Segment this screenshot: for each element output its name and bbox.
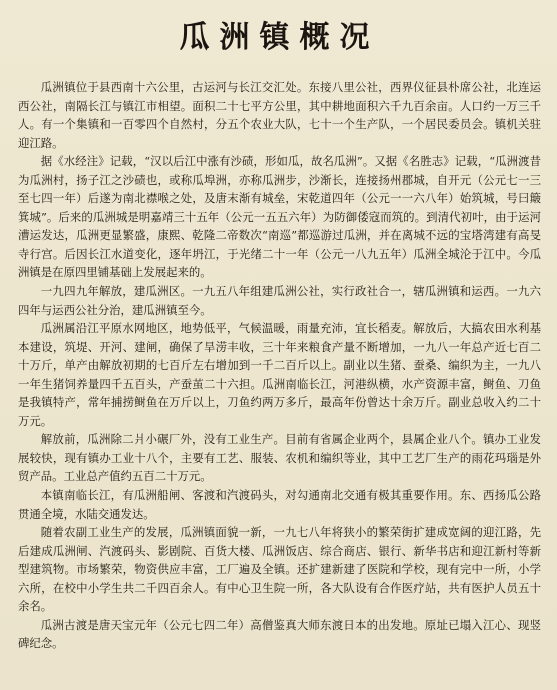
paragraph-ancient-ferry: 瓜洲古渡是唐天宝元年（公元七四二年）高僧鉴真大师东渡日本的出发地。原址已塌入江心、现竖碑纪念。: [18, 617, 541, 651]
paragraph-development: 随着农副工业生产的发展，瓜洲镇面貌一新，一九七八年将狭小的繁荣街扩建成宽阔的迎江路，先后建成瓜洲闸、汽渡码头、影剧院、百货大楼、瓜洲饭店、综合商店、银行、新华书店和迎江新村等新型建筑物。市场繁荣，物资供应丰富，工厂遍及全镇。还扩建新建了医院和学校，现有完中一所，小学六所，在校中小学生共二千四百余人。有中心卫生院一所，各大队设有合作医疗站，共有医护人员五十余名。: [18, 525, 541, 614]
paragraph-transport: 本镇南临长江，有瓜洲船闸、客渡和汽渡码头，对勾通南北交通有极其重要作用。东、西扬瓜公路贯通全境，水陆交通发达。: [18, 488, 541, 521]
article-body: [18, 78, 541, 653]
paragraph-agriculture: 瓜洲属沿江平原水网地区，地势低平，气候温暖，雨量充沛，宜长稻麦。解放后，大搞农田水利基本建设，筑堤、开河、建闸，确保了旱涝丰收，三十年来粮食产量不断增加，一九八一年总产近七百二十万斤，单产由解放初期的七百斤左右增加到一千二百斤以上。副业以生猪、蚕桑、编织为主，一九八一年生猪饲养量四千五百头，产蚕茧二十六担。瓜洲南临长江，河港纵横，水产资源丰富，鲥鱼、刀鱼是我镇特产，常年捕捞鲥鱼在万斤以上，刀鱼约两万多斤，最高年份曾达十余万斤。副业总收入约二十万元。: [18, 321, 541, 428]
paragraph-industry: 解放前，瓜洲除二爿小碾厂外，没有工业生产。目前有省属企业两个，县属企业八个。镇办工业发展较快，现有镇办工业十八个，主要有工艺、服装、农机和编织等业，其中工艺厂生产的雨花玛瑙是外贸产品。工业总产值约五百二十万元。: [18, 432, 541, 484]
paragraph-administration: 一九四九年解放，建瓜洲区。一九五八年组建瓜洲公社，实行政社合一，辖瓜洲镇和运西。一九六四年与运西公社分治，建瓜洲镇至今。: [18, 284, 541, 317]
paragraph-history: 据《水经注》记载，“汉以后江中涨有沙碛，形如瓜，故名瓜洲”。又据《名胜志》记载，“瓜洲渡昔为瓜洲村，扬子江之沙碛也，或称瓜埠洲，亦称瓜洲步，沙渐长，连接扬州郡城，自开元（公元七一三至七四一年）后遂为南北襟喉之处，及唐末渐有城垒，宋乾道四年（公元一一六八年）始筑城，号曰簸箕城”。后来的瓜洲城是明嘉靖三十五年（公元一五五六年）为防御倭寇而筑的。到清代初叶，由于运河漕运发达，瓜洲更显繁盛，康熙、乾隆二帝数次“南巡”都巡游过瓜洲，并在离城不远的宝塔湾建有高旻寺行宫。后因长江水道变化，逐年坍江，于光绪二十一年（公元一八九五年）瓜洲全城沦于江中。今瓜洲镇是在原四里铺基础上发展起来的。: [18, 154, 541, 280]
paragraph-location: 瓜洲镇位于县西南十六公里，古运河与长江交汇处。东接八里公社，西界仪征县朴席公社，北连运西公社，南隔长江与镇江市相望。面积二十七平方公里，其中耕地面积六千九百余亩。人口约一万三千人。有一个集镇和一百零四个自然村，分五个农业大队，七十一个生产队，一个居民委员会。镇机关驻迎江路。: [18, 80, 541, 150]
page-title: 瓜洲镇概况: [179, 20, 380, 55]
